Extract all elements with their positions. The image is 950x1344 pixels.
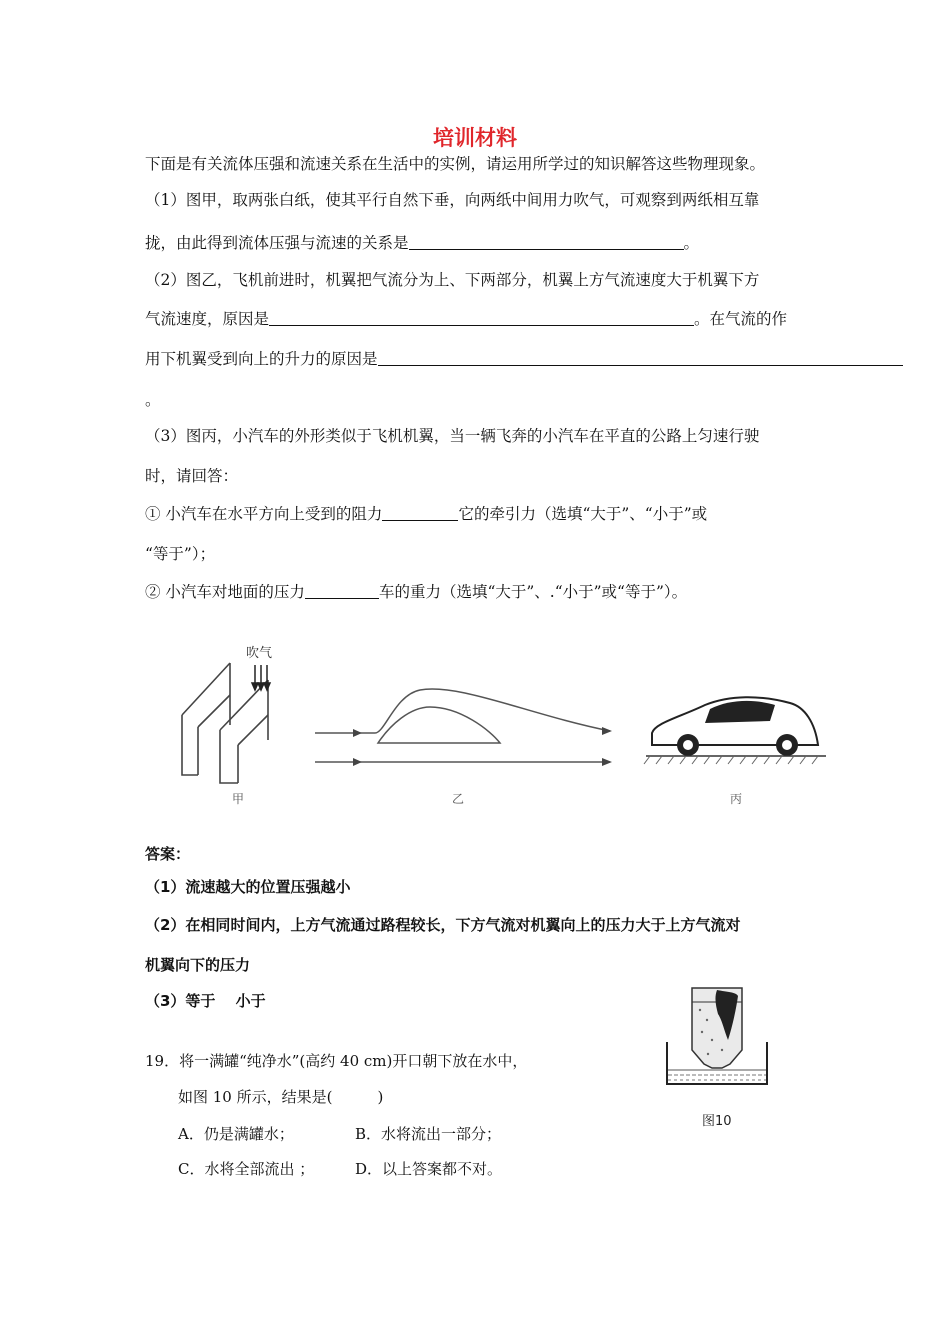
q3-line2: 时，请回答：: [145, 467, 239, 485]
q1-line2: [145, 231, 699, 253]
figure-label-yi: 乙: [452, 792, 465, 806]
answer-heading: 答案：: [145, 845, 191, 863]
q2-line2-post: 。在气流的作: [694, 310, 788, 328]
q3-sub1-pre: ① 小汽车在水平方向上受到的阻力: [145, 505, 383, 523]
q3-sub2: [145, 580, 687, 602]
q2-line2-pre: 气流速度，原因是: [145, 310, 270, 328]
q3-pressure-blank[interactable]: [305, 583, 379, 599]
page-title: 培训材料: [433, 126, 517, 150]
q1-line2-pre: 拢，由此得到流体压强与流速的关系是: [145, 234, 409, 252]
figure-panel: [170, 635, 830, 810]
q19-option-b[interactable]: B．水将流出一部分；: [355, 1125, 502, 1143]
intro-text: 下面是有关流体压强和流速关系在生活中的实例，请运用所学过的知识解答这些物理现象。: [145, 155, 766, 173]
car-figure: [644, 697, 826, 764]
q1-line1: （1）图甲，取两张白纸，使其平行自然下垂，向两纸中间用力吹气，可观察到两纸相互靠: [145, 191, 760, 209]
q3-sub1: [145, 502, 707, 524]
q3-sub1-line2: “等于”）；: [145, 545, 216, 563]
figure-label-bing: 丙: [730, 792, 743, 806]
q1-line2-post: 。: [683, 234, 700, 252]
q19-option-a[interactable]: A．仍是满罐水；: [178, 1125, 294, 1143]
flow-arrows-icon: [353, 727, 612, 766]
q2-line1: （2）图乙，飞机前进时，机翼把气流分为上、下两部分，机翼上方气流速度大于机翼下方: [145, 271, 760, 289]
q3-sub1-post: 它的牵引力（选填“大于”、“小于”或: [458, 505, 708, 523]
q2-lift-blank[interactable]: [378, 350, 903, 366]
answer-2-line2: 机翼向下的压力: [145, 956, 251, 974]
q19-line2: 如图 10 所示，结果是( ): [178, 1088, 384, 1106]
q19-option-d[interactable]: D．以上答案都不对。: [355, 1160, 503, 1178]
q3-sub2-pre: ② 小汽车对地面的压力: [145, 583, 305, 601]
answer-1: （1）流速越大的位置压强越小: [145, 878, 351, 896]
q3-sub2-post: 车的重力（选填“大于”、.“小于”或“等于”）。: [378, 583, 688, 601]
q3-line1: （3）图丙，小汽车的外形类似于飞机机翼，当一辆飞奔的小汽车在平直的公路上匀速行驶: [145, 427, 760, 445]
figure-label-jia: 甲: [232, 792, 245, 806]
q19-option-c[interactable]: C．水将全部流出 ；: [178, 1160, 315, 1178]
q2-line4: 。: [145, 391, 161, 409]
q1-answer-blank[interactable]: [409, 234, 684, 250]
q2-line3: [145, 347, 903, 369]
q2-line3-pre: 用下机翼受到向上的升力的原因是: [145, 350, 378, 368]
q19-line1: 19．将一满罐“纯净水”(高约 40 cm)开口朝下放在水中，: [145, 1052, 528, 1070]
figure-10-caption: 图10: [702, 1114, 732, 1129]
airfoil-figure: [315, 689, 610, 762]
answer-2-line1: （2）在相同时间内，上方气流通过路程较长，下方气流对机翼向上的压力大于上方气流对: [145, 916, 741, 934]
blow-arrows-icon: [252, 665, 270, 690]
q3-resistance-blank[interactable]: [382, 505, 458, 521]
q2-reason-blank[interactable]: [269, 310, 694, 326]
bottle-figure: [662, 980, 772, 1090]
answer-3: （3）等于 小于: [145, 992, 266, 1010]
q2-line2: [145, 307, 787, 329]
blow-label: 吹气: [246, 646, 273, 661]
